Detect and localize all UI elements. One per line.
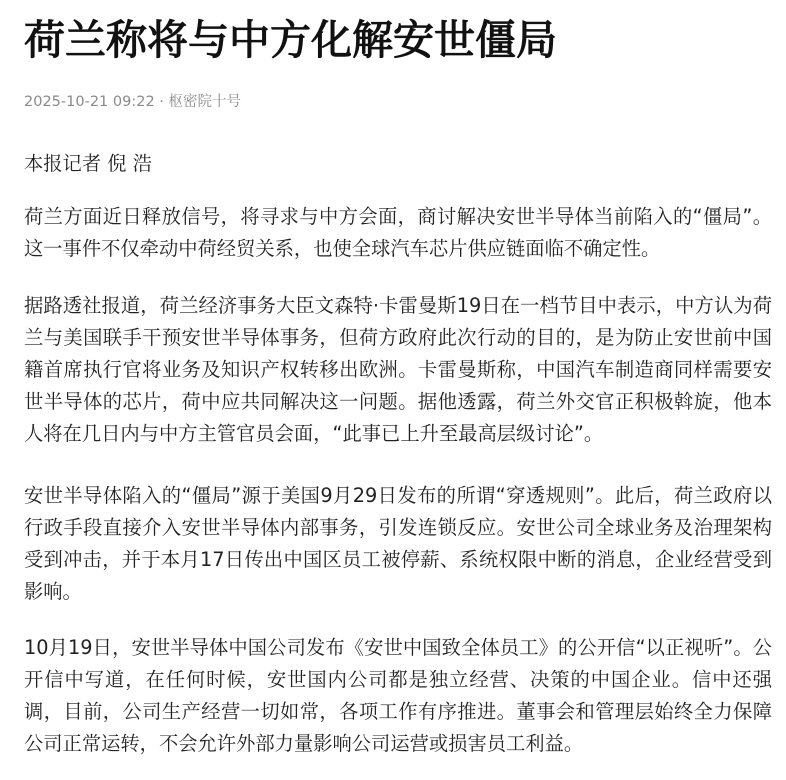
article-title: 荷兰称将与中方化解安世僵局: [24, 16, 557, 64]
article-paragraph-2: 据路透社报道，荷兰经济事务大臣文森特·卡雷曼斯19日在一档节目中表示，中方认为荷兰与美国联手干预安世半导体事务，但荷方政府此次行动的目的，是为防止安世前中国籍首席执行官将业务及知识产权转移出欧洲。卡雷曼斯称，中国汽车制造商同样需要安世半导体的芯片，荷中应共同解决这一问题。据他透露，荷兰外交官正积极斡旋，他本人将在几日内与中方主管官员会面，“此事已上升至最高层级讨论”。: [24, 294, 772, 445]
article-meta: 2025-10-21 09:22 · 枢密院十号: [24, 94, 241, 110]
article-byline: 本报记者 倪 浩: [24, 152, 152, 175]
article-paragraph-4: 10月19日，安世半导体中国公司发布《安世中国致全体员工》的公开信“以正视听”。公开信中写道，在任何时候，安世国内公司都是独立经营、决策的中国企业。信中还强调，目前，公司生产经营一切如常，各项工作有序推进。董事会和管理层始终全力保障公司正常运转，不会允许外部力量影响公司运营或损害员工利益。: [24, 636, 772, 755]
article-paragraph-1: 荷兰方面近日释放信号，将寻求与中方会面，商讨解决安世半导体当前陷入的“僵局”。这一事件不仅牵动中荷经贸关系，也使全球汽车芯片供应链面临不确定性。: [24, 205, 772, 260]
article-paragraph-3: 安世半导体陷入的“僵局”源于美国9月29日发布的所谓“穿透规则”。此后，荷兰政府以行政手段直接介入安世半导体内部事务，引发连锁反应。安世公司全球业务及治理架构受到冲击，并于本月17日传出中国区员工被停薪、系统权限中断的消息，企业经营受到影响。: [24, 484, 772, 603]
